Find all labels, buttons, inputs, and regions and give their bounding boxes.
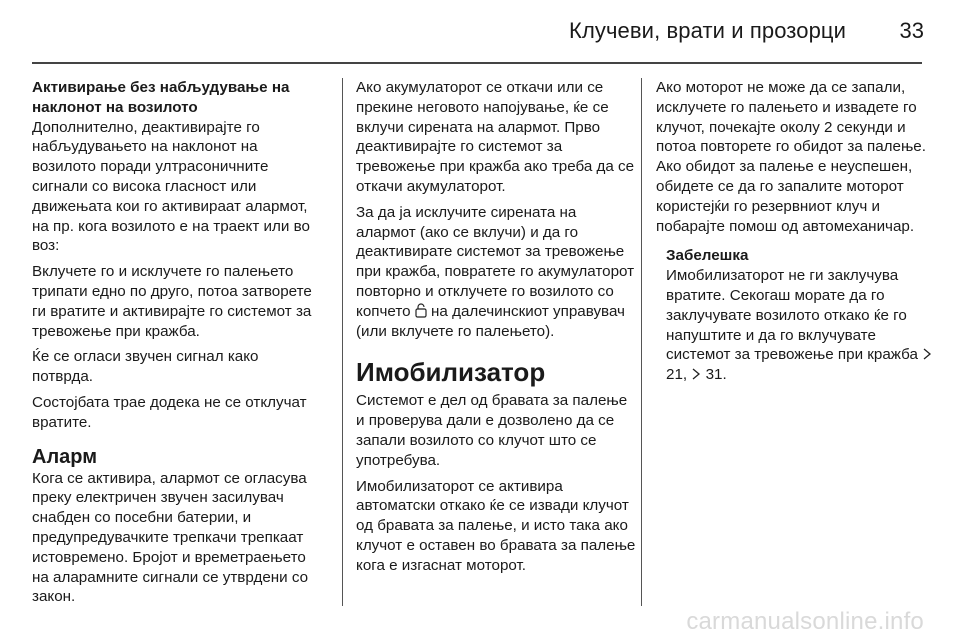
page-reference-link-1[interactable]: 21, xyxy=(666,366,688,384)
page-number: 33 xyxy=(899,18,924,43)
column-2 xyxy=(356,78,636,582)
paragraph: Кога се активира, алармот се огласува преку електричен звучен засилувач снабден со посебни батерии, и предупредувачките трепкачи трепкаат истовремено. Бројот и времетраењето на аларамните сигнали се утврдени со закон. xyxy=(32,469,309,606)
paragraph: Вклучете го и исклучете го палењето трипати едно по друго, потоа затворете ги вратите и активирајте го системот за тревожење при кражба. xyxy=(32,263,312,340)
page-reference-icon xyxy=(691,368,701,380)
paragraph: Дополнително, деактивирајте го набљудувањето на наклонот на возилото поради ултрасоничните сигнали со висока гласност или движењата кои го активираат алармот, на пр. кога возилото е на траект или во воз: xyxy=(32,118,310,255)
column-1 xyxy=(32,78,312,613)
section-subheading-no-tilt: Активирање без набљудување на наклонот на возилото xyxy=(32,79,290,116)
paragraph-text: на далечинскиот управувач (или вклучете го палењето). xyxy=(356,302,625,340)
page-reference-link-2[interactable]: 31. xyxy=(705,366,727,384)
note-body: Имобилизаторот не ги заклучува вратите. Секогаш морате да го заклучувате возилото откако ќе го напуштите и да го вклучувате системот за тревожење при кражба xyxy=(666,267,918,364)
unlock-button-icon xyxy=(415,303,427,318)
paragraph: Ќе се огласи звучен сигнал како потврда. xyxy=(32,348,259,386)
page-reference-icon xyxy=(922,348,932,360)
paragraph: Ако моторот не може да се запали, исклучете го палењето и извадете го клучот, почекајте околу 2 секунди и потоа повторете го обидот за палење. Ако обидот за палење е неуспешен, обидете се да го запалите моторот користејќи го резервниот клуч и побарајте помош од автомеханичар. xyxy=(656,79,926,235)
paragraph: Имобилизаторот се активира автоматски откако ќе се извади клучот од бравата за палење, и исто така ако клучот е оставен во бравата за палење кога е изгаснат моторот. xyxy=(356,477,636,574)
note-title: Забелешка xyxy=(666,247,749,265)
paragraph-text: За да ја исклучите сирената на алармот (ако се вклучи) и да го деактивирате системот за тревожење при кражба, повратете го акумулаторот повторно и отклучете го возилото со копчето xyxy=(356,203,635,320)
watermark: carmanualsonline.info xyxy=(686,608,924,635)
paragraph: Состојбата трае додека не се отклучат вратите. xyxy=(32,393,307,431)
column-divider-1 xyxy=(342,78,343,606)
section-heading-immobilizer: Имобилизатор xyxy=(356,357,546,388)
paragraph-with-icon xyxy=(356,203,636,342)
page-header-title: Клучеви, врати и прозорци xyxy=(569,18,846,43)
header-divider xyxy=(32,62,922,64)
note-text xyxy=(666,266,936,385)
note-block xyxy=(656,246,936,385)
column-3 xyxy=(656,78,936,391)
paragraph: Системот е дел од бравата за палење и проверува дали е дозволено да се запали возилото со клучот што се употребува. xyxy=(356,392,628,469)
column-divider-2 xyxy=(641,78,642,606)
paragraph: Ако акумулаторот се откачи или се прекине неговото напојување, ќе се вклучи сирената на алармот. Прво деактивирајте го системот за тревожење при кражба ако треба да се откачи акумулаторот. xyxy=(356,79,635,195)
section-heading-alarm: Аларм xyxy=(32,445,98,468)
